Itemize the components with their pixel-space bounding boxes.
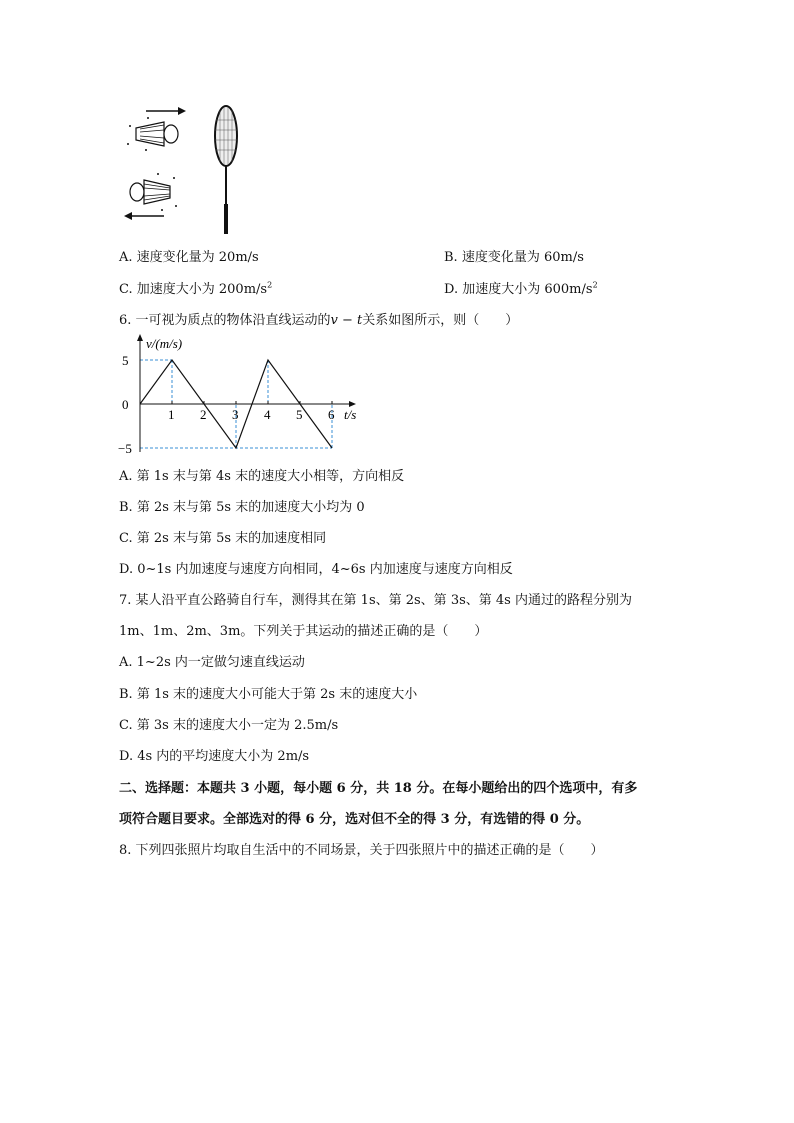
vt-graph [118,334,378,456]
shuttlecock-top-icon [127,117,178,151]
x-tick-label: 4 [264,407,271,422]
q7-stem-line1: 7. 某人沿平直公路骑自行车，测得其在第 1s、第 2s、第 3s、第 4s 内通过的路程分别为 [119,593,632,608]
q5-option-d-text: D. 加速度大小为 600m/s [444,282,593,297]
q6-option-c: C. 第 2s 末与第 5s 末的加速度相同 [119,531,327,546]
y-tick-label: 5 [122,353,129,368]
q7-option-d: D. 4s 内的平均速度大小为 2m/s [119,749,310,764]
x-axis-label: t/s [344,407,357,422]
q7-option-a: A. 1~2s 内一定做匀速直线运动 [119,655,305,670]
section2-instructions-line1: 二、选择题：本题共 3 小题，每小题 6 分，共 18 分。在每小题给出的四个选项中，有多 [119,781,638,796]
q5-option-c [119,281,272,299]
q6-stem [119,312,518,330]
q5-option-a: A. 速度变化量为 20m/s [119,250,259,265]
x-tick-label: 1 [168,407,175,422]
q6-option-a: A. 第 1s 末与第 4s 末的速度大小相等，方向相反 [119,469,405,484]
shuttlecock-bottom-icon [130,173,177,211]
q6-stem-vt: v − t [330,313,363,328]
q5-option-b: B. 速度变化量为 60m/s [444,250,584,265]
x-tick-label: 2 [200,407,207,422]
q8-stem: 8. 下列四张照片均取自生活中的不同场景，关于四张照片中的描述正确的是（ ） [119,843,604,858]
shuttlecock-racket-figure [118,100,248,240]
x-tick-label: 6 [328,407,335,422]
q5-option-d [444,281,598,299]
q5-option-d-exp: 2 [592,280,598,290]
q7-stem-line2: 1m、1m、2m、3m。下列关于其运动的描述正确的是（ ） [119,624,488,639]
q6-stem-text: 6. 一可视为质点的物体沿直线运动的 [119,313,331,328]
q5-option-c-text: C. 加速度大小为 200m/s [119,282,268,297]
origin-label: 0 [122,397,129,412]
y-axis-label: v/(m/s) [146,336,183,351]
y-axis-arrow [137,334,143,341]
q6-option-d: D. 0~1s 内加速度与速度方向相同，4~6s 内加速度与速度方向相反 [119,562,513,577]
x-tick-label: 3 [232,407,239,422]
racket-icon [215,106,237,234]
x-tick-label: 5 [296,407,303,422]
q6-stem-tail: 关系如图所示，则（ ） [362,313,519,328]
q7-option-c: C. 第 3s 末的速度大小一定为 2.5m/s [119,718,339,733]
q6-option-b: B. 第 2s 末与第 5s 末的加速度大小均为 0 [119,500,365,515]
section2-instructions-line2: 项符合题目要求。全部选对的得 6 分，选对但不全的得 3 分，有选错的得 0 分。 [119,812,590,827]
q5-option-c-exp: 2 [267,280,273,290]
q7-option-b: B. 第 1s 末的速度大小可能大于第 2s 末的速度大小 [119,687,418,702]
y-tick-label: −5 [118,441,132,456]
